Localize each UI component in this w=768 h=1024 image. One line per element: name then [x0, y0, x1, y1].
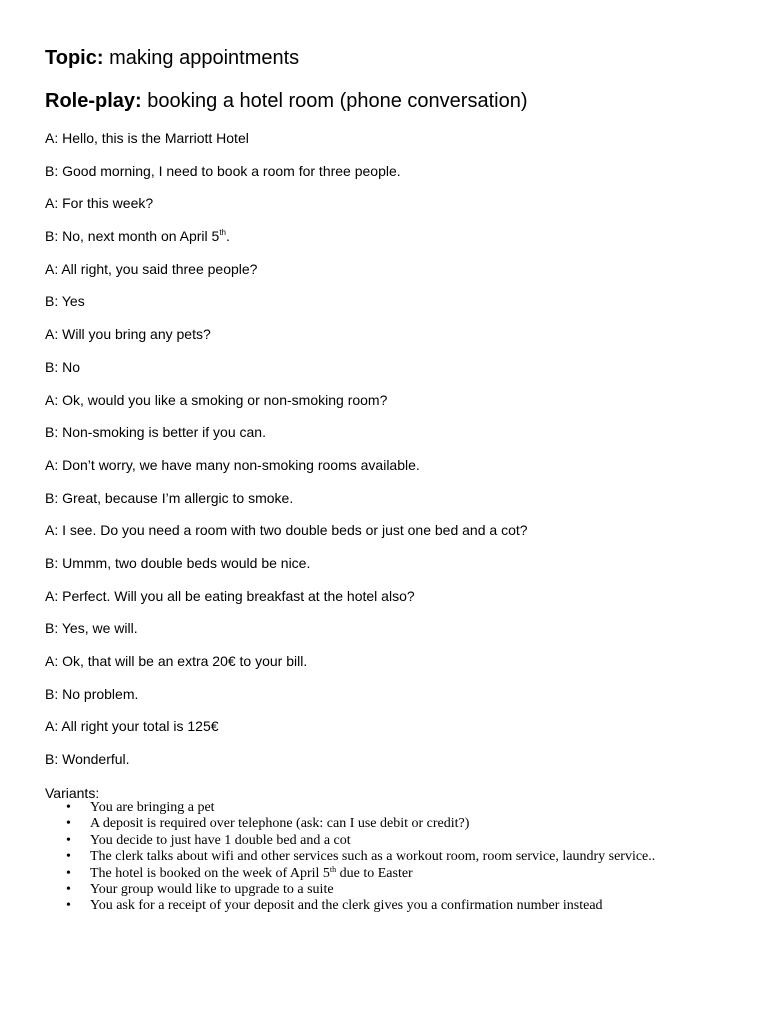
variant-item [45, 898, 655, 914]
dialogue-line: A: I see. Do you need a room with two double beds or just one bed and a cot? [45, 522, 528, 539]
dialogue-line: B: Ummm, two double beds would be nice. [45, 554, 311, 571]
topic-heading [45, 46, 299, 70]
roleplay-value: booking a hotel room (phone conversation) [141, 90, 528, 112]
bullet-icon: • [66, 898, 71, 914]
variant-item [45, 866, 655, 882]
variant-text: You are bringing a pet [90, 800, 215, 815]
dialogue-line [45, 227, 528, 260]
dialogue-line: A: Don’t worry, we have many non-smoking rooms available. [45, 456, 420, 473]
dialogue-line: B: Yes [45, 293, 85, 310]
bullet-icon: • [66, 865, 71, 881]
dialogue-line: A: All right, you said three people? [45, 260, 258, 277]
dialogue-line-end: . [226, 228, 230, 245]
dialogue-line: A: Ok, would you like a smoking or non-smoking room? [45, 391, 388, 408]
variant-item [45, 800, 655, 816]
variant-text: The hotel is booked on the week of April 5 [90, 865, 330, 881]
dialogue-line: B: No problem. [45, 685, 139, 702]
dialogue-line: B: Yes, we will. [45, 620, 138, 637]
bullet-icon: • [66, 881, 71, 897]
variant-text: You decide to just have 1 double bed and a cot [90, 832, 351, 848]
dialogue-line: B: No [45, 358, 81, 375]
topic-value: making appointments [103, 47, 300, 69]
dialogue-line: A: Perfect. Will you all be eating breakfast at the hotel also? [45, 587, 415, 604]
roleplay-label: Role-play: [45, 90, 142, 112]
topic-label: Topic: [45, 47, 104, 69]
variant-item [45, 833, 655, 849]
variant-item [45, 816, 655, 832]
bullet-icon: • [66, 832, 71, 848]
variants-title: Variants: [45, 785, 100, 801]
dialogue-line: B: Wonderful. [45, 751, 130, 768]
dialogue-line: B: Good morning, I need to book a room for three people. [45, 162, 401, 179]
dialogue-line-text: B: No, next month on April 5 [45, 228, 220, 245]
dialogue-line: A: Hello, this is the Marriott Hotel [45, 130, 249, 146]
variant-text: The clerk talks about wifi and other services such as a workout room, room service, laundry service.. [90, 849, 656, 865]
dialogue-line: A: Ok, that will be an extra 20€ to your bill. [45, 653, 308, 669]
ordinal-suffix: th [329, 864, 337, 874]
dialogue-line: A: All right your total is 125€ [45, 718, 219, 735]
bullet-icon: • [66, 816, 71, 832]
variant-item [45, 849, 655, 865]
bullet-icon: • [66, 800, 71, 815]
variant-text-end: due to Easter [336, 865, 413, 881]
dialogue-line: B: Non-smoking is better if you can. [45, 424, 266, 441]
ordinal-suffix: th [219, 228, 226, 238]
dialogue-list [45, 129, 528, 783]
dialogue-line: A: For this week? [45, 195, 154, 212]
variant-text: You ask for a receipt of your deposit and the clerk gives you a confirmation number instead [90, 898, 603, 914]
variant-text: A deposit is required over telephone (ask: can I use debit or credit?) [90, 816, 470, 832]
variants-list [45, 800, 655, 915]
dialogue-line: B: Great, because I’m allergic to smoke. [45, 489, 294, 506]
roleplay-heading [45, 89, 527, 113]
variant-text: Your group would like to upgrade to a suite [90, 881, 334, 897]
dialogue-line: A: Will you bring any pets? [45, 326, 211, 343]
bullet-icon: • [66, 849, 71, 865]
variant-item [45, 882, 655, 898]
